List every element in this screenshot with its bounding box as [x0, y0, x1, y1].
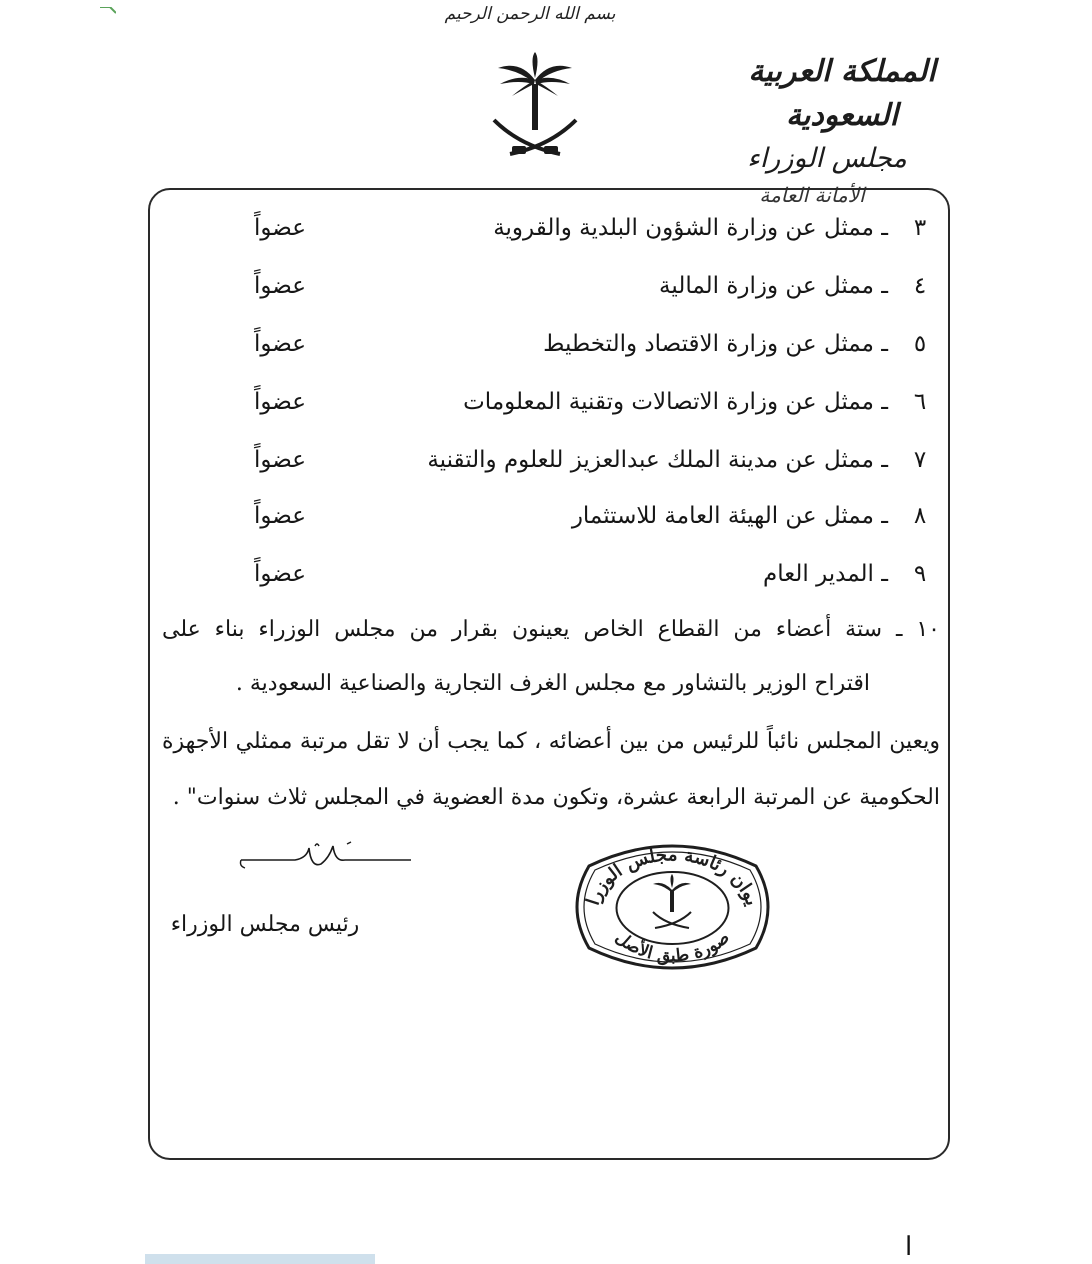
member-description	[427, 440, 888, 480]
letterhead-title-block	[702, 50, 982, 210]
member-role: عضواً	[254, 331, 306, 357]
member-item	[150, 324, 940, 364]
svg-text:صورة طبق الأصل	[611, 928, 733, 967]
member-role: عضواً	[254, 273, 306, 299]
item10-line1: ١٠ ـ ستة أعضاء من القطاع الخاص يعينون بقرار من مجلس الوزراء بناء على	[162, 617, 940, 642]
member-dash: ـ	[881, 273, 888, 299]
member-text: ممثل عن مدينة الملك عبدالعزيز للعلوم والتقنية	[427, 447, 874, 473]
item10-line2: اقتراح الوزير بالتشاور مع مجلس الغرف التجارية والصناعية السعودية .	[235, 671, 870, 696]
svg-text:ديوان رئاسة مجلس الوزراء	[565, 828, 763, 908]
member-text: ممثل عن وزارة الاقتصاد والتخطيط	[543, 331, 874, 357]
secretariat-name: الأمانة العامة	[759, 183, 865, 207]
member-role: عضواً	[254, 561, 306, 587]
member-dash: ـ	[881, 561, 888, 587]
member-role: عضواً	[254, 389, 306, 415]
member-number: ٣	[913, 215, 927, 241]
footer-glyph: ا	[905, 1232, 913, 1262]
member-item	[150, 266, 940, 306]
member-item	[150, 440, 940, 480]
member-description	[763, 554, 888, 594]
member-text: المدير العام	[763, 561, 874, 587]
member-description	[543, 324, 888, 364]
member-text: ممثل عن الهيئة العامة للاستثمار	[571, 503, 874, 529]
member-role: عضواً	[254, 215, 306, 241]
handwritten-signature-icon	[235, 838, 415, 888]
member-number: ٩	[913, 561, 927, 587]
saudi-palm-and-swords-emblem-icon	[490, 50, 580, 162]
closing-line2: الحكومية عن المرتبة الرابعة عشرة، وتكون مدة العضوية في المجلس ثلاث سنوات" .	[172, 785, 940, 810]
member-item	[150, 554, 940, 594]
official-seal-icon	[565, 828, 780, 986]
country-name: المملكة العربية السعودية	[748, 54, 936, 133]
member-description	[659, 266, 888, 306]
council-name: مجلس الوزراء	[747, 143, 907, 174]
member-dash: ـ	[881, 503, 888, 529]
member-role: عضواً	[254, 447, 306, 473]
member-number: ٦	[913, 389, 927, 415]
letterhead-header	[0, 0, 1092, 207]
seal-outer-text: يوان رئاسة مجلس الوزرا	[582, 844, 763, 909]
member-number: ٤	[913, 273, 927, 299]
member-description	[463, 382, 888, 422]
member-text: ممثل عن وزارة الاتصالات وتقنية المعلومات	[463, 389, 874, 415]
member-number: ٨	[913, 503, 927, 529]
member-number: ٧	[913, 447, 927, 473]
member-number: ٥	[913, 331, 927, 357]
member-description	[572, 496, 888, 536]
member-item	[150, 208, 940, 248]
member-dash: ـ	[881, 447, 888, 473]
member-item	[150, 382, 940, 422]
basmala: بسم الله الرحمن الرحيم	[444, 4, 616, 24]
member-dash: ـ	[881, 331, 888, 357]
member-text: ممثل عن وزارة الشؤون البلدية والقروية	[493, 215, 874, 241]
member-item	[150, 496, 940, 536]
closing-line1: ويعين المجلس نائباً للرئيس من بين أعضائه ، كما يجب أن لا تقل مرتبة ممثلي الأجهزة	[162, 729, 940, 754]
member-description	[493, 208, 888, 248]
member-dash: ـ	[881, 215, 888, 241]
seal-inner-text: صورة طبق الأصل	[611, 927, 734, 967]
footer-color-bar	[145, 1254, 375, 1264]
signatory-title: رئيس مجلس الوزراء	[170, 912, 360, 937]
member-text: ممثل عن وزارة المالية	[659, 273, 874, 299]
member-role: عضواً	[254, 503, 306, 529]
member-dash: ـ	[881, 389, 888, 415]
